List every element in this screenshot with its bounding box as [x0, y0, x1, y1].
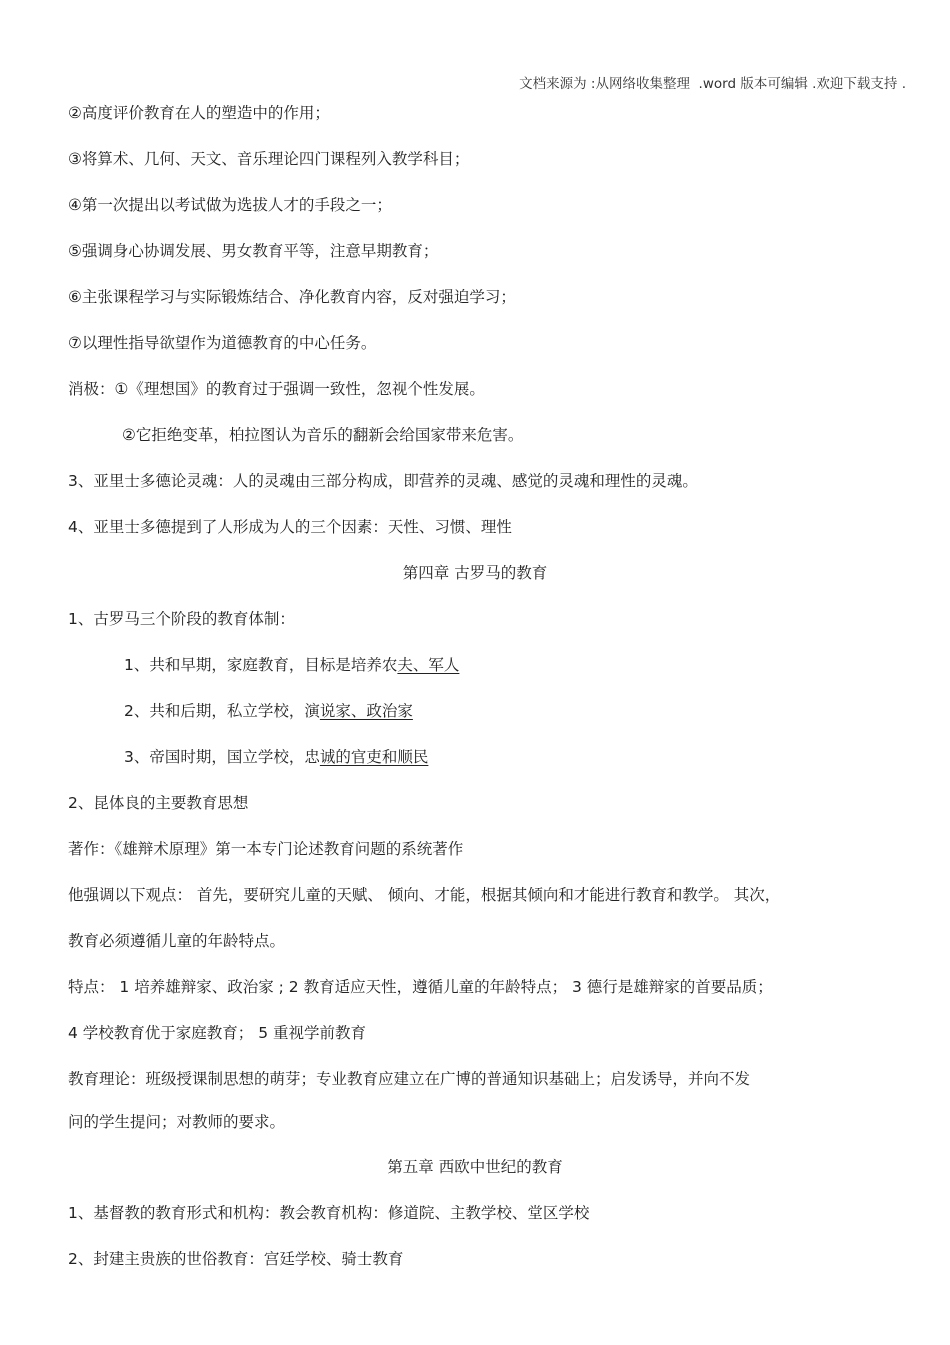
text-line-theory-2: 问的学生提问；对教师的要求。	[68, 1113, 286, 1131]
text-line-plato-2: ②高度评价教育在人的塑造中的作用；	[68, 104, 330, 122]
text-line-views-2: 教育必须遵循儿童的年龄特点。	[68, 932, 286, 950]
list-item-stage-3	[124, 746, 450, 768]
text-line-negative-2: ②它拒绝变革，柏拉图认为音乐的翻新会给国家带来危害。	[122, 426, 524, 444]
list-item-stage-1	[124, 654, 487, 676]
text-line-church-education: 1、基督教的教育形式和机构：教会教育机构：修道院、主教学校、堂区学校	[68, 1204, 590, 1222]
text-line-features-1: 特点： 1 培养雄辩家、政治家 ; 2 教育适应天性，遵循儿童的年龄特点； 3 德行是雄辩家的首要品质；	[68, 978, 773, 996]
stage-1-text: 1、共和早期，家庭教育，目标是培养农	[124, 656, 398, 674]
text-line-views-1: 他强调以下观点： 首先，要研究儿童的天赋、 倾向、才能，根据其倾向和才能进行教育和教学。 其次，	[68, 886, 781, 904]
text-line-secular-education: 2、封建主贵族的世俗教育：宫廷学校、骑士教育	[68, 1250, 404, 1268]
text-line-aristotle-soul: 3、亚里士多德论灵魂：人的灵魂由三部分构成，即营养的灵魂、感觉的灵魂和理性的灵魂。	[68, 472, 698, 490]
text-line-aristotle-factors: 4、亚里士多德提到了人形成为人的三个因素：天性、习惯、理性	[68, 518, 512, 536]
stage-3-text: 3、帝国时期，国立学校，忠	[124, 748, 320, 766]
text-line-plato-7: ⑦以理性指导欲望作为道德教育的中心任务。	[68, 334, 377, 352]
text-line-plato-3: ③将算术、几何、天文、音乐理论四门课程列入教学科目；	[68, 150, 470, 168]
list-item-stage-2	[124, 700, 435, 722]
text-line-works: 著作：《雄辩术原理》第一本专门论述教育问题的系统著作	[68, 840, 464, 858]
stage-2-underlined: 说家、政治家	[319, 702, 413, 720]
stage-3-underlined: 诚的官吏和顺民	[319, 748, 429, 766]
chapter-5-title: 第五章 西欧中世纪的教育	[387, 1158, 563, 1176]
text-line-rome-system: 1、古罗马三个阶段的教育体制：	[68, 610, 295, 628]
text-line-features-2: 4 学校教育优于家庭教育； 5 重视学前教育	[68, 1024, 367, 1042]
text-line-plato-6: ⑥主张课程学习与实际锻炼结合、净化教育内容，反对强迫学习；	[68, 288, 516, 306]
page-header-note: 文档来源为 :从网络收集整理 .word 版本可编辑 .欢迎下载支持 .	[519, 76, 906, 92]
stage-2-text: 2、共和后期，私立学校，演	[124, 702, 320, 720]
text-line-quintilian: 2、昆体良的主要教育思想	[68, 794, 249, 812]
stage-1-underlined: 夫、军人	[397, 656, 460, 674]
text-line-theory-1: 教育理论：班级授课制思想的萌芽；专业教育应建立在广博的普通知识基础上；启发诱导，并向不发	[68, 1070, 751, 1088]
text-line-plato-4: ④第一次提出以考试做为选拔人才的手段之一；	[68, 196, 392, 214]
text-line-negative-1: 消极：①《理想国》的教育过于强调一致性，忽视个性发展。	[68, 380, 485, 398]
text-line-plato-5: ⑤强调身心协调发展、男女教育平等，注意早期教育；	[68, 242, 439, 260]
chapter-4-title: 第四章 古罗马的教育	[402, 564, 548, 582]
